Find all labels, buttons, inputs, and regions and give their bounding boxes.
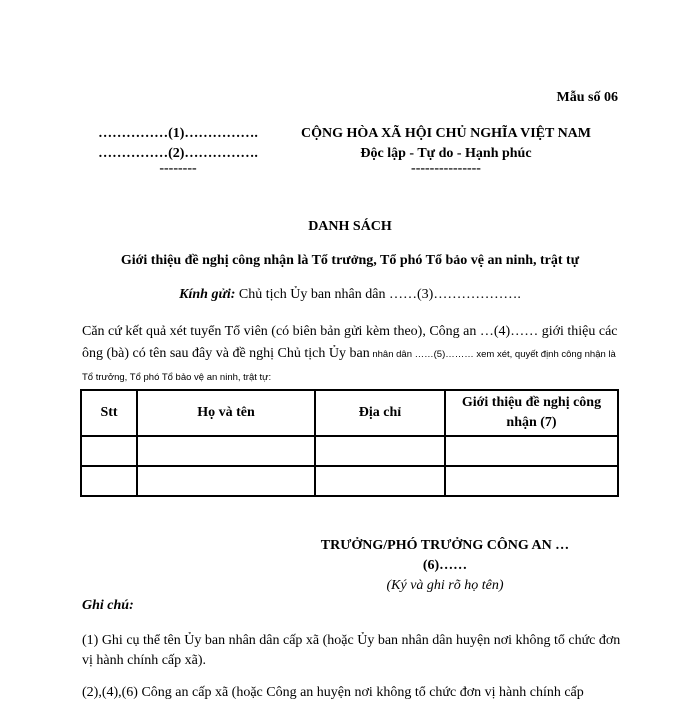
note-item: (2),(4),(6) Công an cấp xã (hoặc Công an huyện nơi không tổ chức đơn vị hành chính cấp [82, 685, 584, 700]
agency-divider: -------- [159, 161, 197, 176]
table-cell[interactable] [445, 436, 618, 466]
form-number: Mẫu số 06 [556, 90, 618, 105]
state-name: CỘNG HÒA XÃ HỘI CHỦ NGHĨA VIỆT NAM [300, 126, 591, 141]
document-title: DANH SÁCH [308, 219, 392, 234]
signature-instruction: (Ký và ghi rõ họ tên) [386, 578, 504, 593]
body-small-text: nhân dân ……(5)……… xem xét, quyết định công nhận là Tổ trưởng, Tổ phó Tổ bảo vệ an ninh, trật tự: [82, 349, 616, 383]
nominee-table [80, 389, 619, 497]
national-motto-block [282, 124, 610, 176]
issuing-agency-block [78, 124, 278, 176]
agency-line-2: ……………(2)……………. [98, 146, 258, 161]
addressee-label: Kính gửi: [179, 287, 236, 302]
body-paragraph [82, 321, 622, 389]
body-main-text: Căn cứ kết quả xét tuyển Tổ viên (có biên bản gửi kèm theo), Công an …(4)…… giới thiệu các ông (bà) có tên sau đây và đề nghị Chủ tịch Ủy ban [82, 324, 618, 361]
header-recommendation: Giới thiệu đề nghị công nhận (7) [445, 390, 618, 436]
addressee-line [0, 287, 700, 303]
notes-heading: Ghi chú: [82, 598, 134, 613]
table-cell[interactable] [81, 436, 137, 466]
table-header-row [81, 390, 618, 436]
header-full-name: Họ và tên [137, 390, 315, 436]
document-subtitle: Giới thiệu đề nghị công nhận là Tổ trưởng, Tổ phó Tổ bảo vệ an ninh, trật tự [120, 253, 580, 268]
state-divider: --------------- [411, 161, 481, 176]
signature-block [300, 536, 590, 596]
table-row [81, 466, 618, 496]
header-address: Địa chỉ [315, 390, 445, 436]
table-cell[interactable] [137, 436, 315, 466]
signer-ref: (6)…… [422, 558, 468, 573]
table-cell[interactable] [81, 466, 137, 496]
table-cell[interactable] [315, 466, 445, 496]
header-stt: Stt [81, 390, 137, 436]
addressee-text: Chủ tịch Ủy ban nhân dân ……(3)………………. [235, 287, 521, 302]
state-motto: Độc lập - Tự do - Hạnh phúc [360, 146, 532, 161]
agency-line-1: ……………(1)……………. [98, 126, 258, 141]
note-item: (1) Ghi cụ thể tên Ủy ban nhân dân cấp xã (hoặc Ủy ban nhân dân huyện nơi không tổ chức đơn vị hành chính cấp xã). [82, 633, 621, 668]
table-row [81, 436, 618, 466]
signer-title: TRƯỞNG/PHÓ TRƯỞNG CÔNG AN … [320, 538, 570, 553]
table-cell[interactable] [315, 436, 445, 466]
table-cell[interactable] [445, 466, 618, 496]
table-cell[interactable] [137, 466, 315, 496]
